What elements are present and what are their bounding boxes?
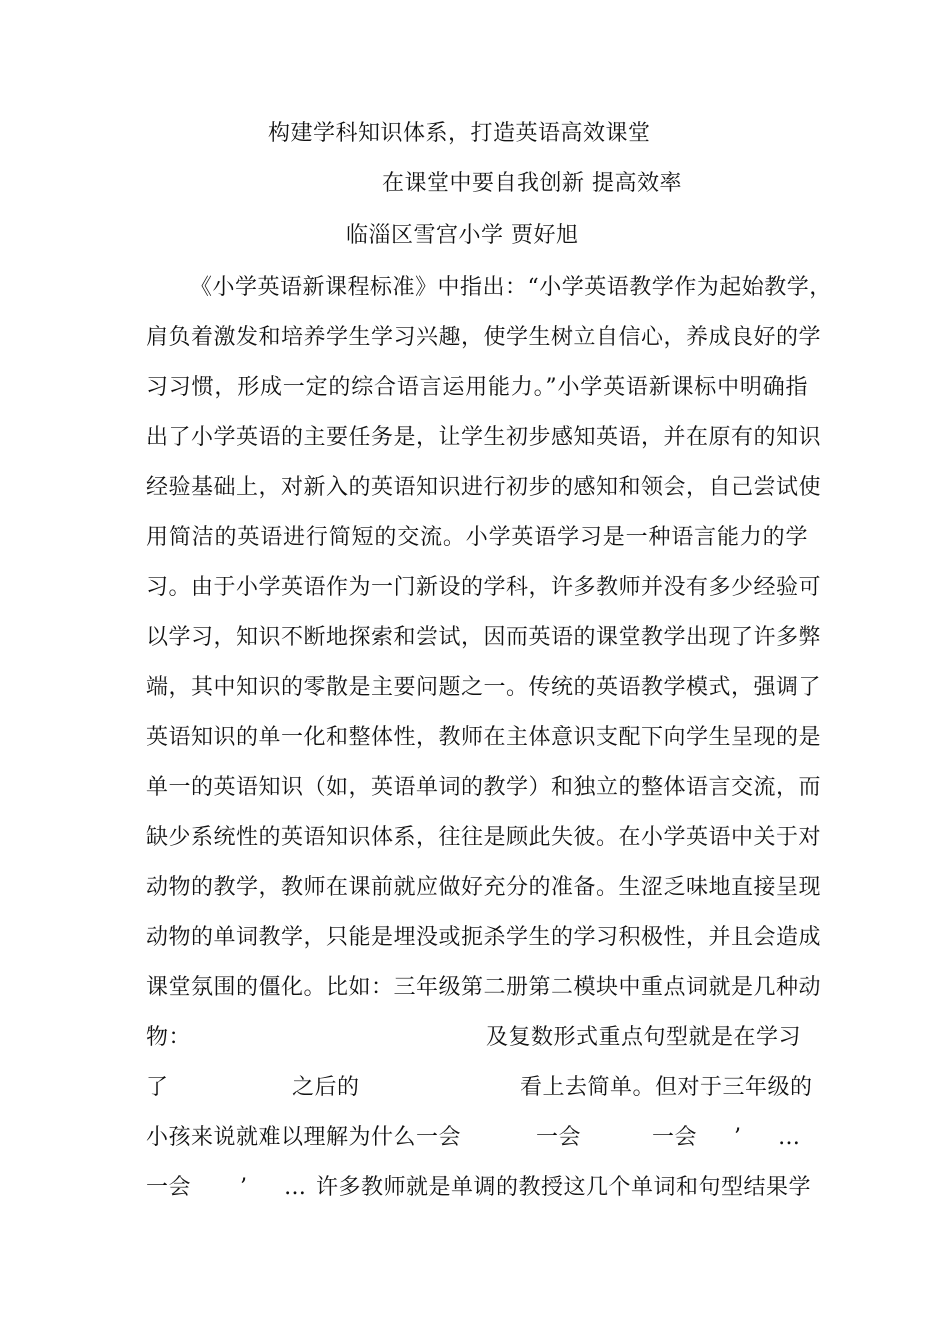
line-18-fragment-e: …: [778, 1125, 801, 1150]
paragraph-line-11: 单一的英语知识（如，英语单词的教学）和独立的整体语言交流，而: [146, 775, 822, 800]
line-18-fragment-c: 一会: [652, 1125, 698, 1150]
line-17-fragment-a: 了: [146, 1075, 169, 1100]
paragraph-line-12: 缺少系统性的英语知识体系，往往是顾此失彼。在小学英语中关于对: [146, 825, 822, 850]
line-17-fragment-c: 看上去简单。但对于三年级的: [520, 1075, 813, 1100]
paragraph-line-4: 出了小学英语的主要任务是，让学生初步感知英语，并在原有的知识: [146, 425, 822, 450]
paragraph-line-14: 动物的单词教学，只能是埋没或扼杀学生的学习积极性，并且会造成: [146, 925, 822, 950]
paragraph-line-5: 经验基础上，对新入的英语知识进行初步的感知和领会，自己尝试使: [146, 475, 822, 500]
line-19-fragment-a: 一会: [146, 1175, 192, 1200]
line-18-fragment-b: 一会: [536, 1125, 582, 1150]
paragraph-line-9: 端，其中知识的零散是主要问题之一。传统的英语教学模式，强调了: [146, 675, 822, 700]
line-16-fragment-b: 及复数形式重点句型就是在学习: [486, 1025, 802, 1050]
paragraph-line-2: 肩负着激发和培养学生学习兴趣，使学生树立自信心，养成良好的学: [146, 325, 822, 350]
paragraph-line-10: 英语知识的单一化和整体性，教师在主体意识支配下向学生呈现的是: [146, 725, 822, 750]
document-subtitle: 在课堂中要自我创新 提高效率: [382, 171, 682, 196]
paragraph-line-6: 用简洁的英语进行简短的交流。小学英语学习是一种语言能力的学: [146, 525, 808, 550]
line-18-fragment-d: ’: [734, 1125, 742, 1150]
document-title: 构建学科知识体系，打造英语高效课堂: [268, 121, 651, 146]
line-17-fragment-b: 之后的: [292, 1075, 360, 1100]
paragraph-line-1: 《小学英语新课程标准》中指出：“小学英语教学作为起始教学，: [190, 275, 832, 300]
line-19-fragment-d: 许多教师就是单调的教授这几个单词和句型结果学: [316, 1175, 812, 1200]
paragraph-line-7: 习。由于小学英语作为一门新设的学科，许多教师并没有多少经验可: [146, 575, 822, 600]
document-author: 临淄区雪宫小学 贾好旭: [346, 223, 579, 248]
line-18-fragment-a: 小孩来说就难以理解为什么一会: [146, 1125, 462, 1150]
paragraph-line-8: 以学习，知识不断地探索和尝试，因而英语的课堂教学出现了许多弊: [146, 625, 822, 650]
paragraph-line-3: 习习惯，形成一定的综合语言运用能力。”小学英语新课标中明确指: [146, 375, 808, 400]
line-19-fragment-c: …: [284, 1175, 307, 1200]
paragraph-line-13: 动物的教学，教师在课前就应做好充分的准备。生涩乏味地直接呈现: [146, 875, 822, 900]
paragraph-line-15: 课堂氛围的僵化。比如：三年级第二册第二模块中重点词就是几种动: [146, 975, 822, 1000]
line-19-fragment-b: ’: [240, 1175, 248, 1200]
line-16-fragment-a: 物：: [146, 1025, 192, 1050]
